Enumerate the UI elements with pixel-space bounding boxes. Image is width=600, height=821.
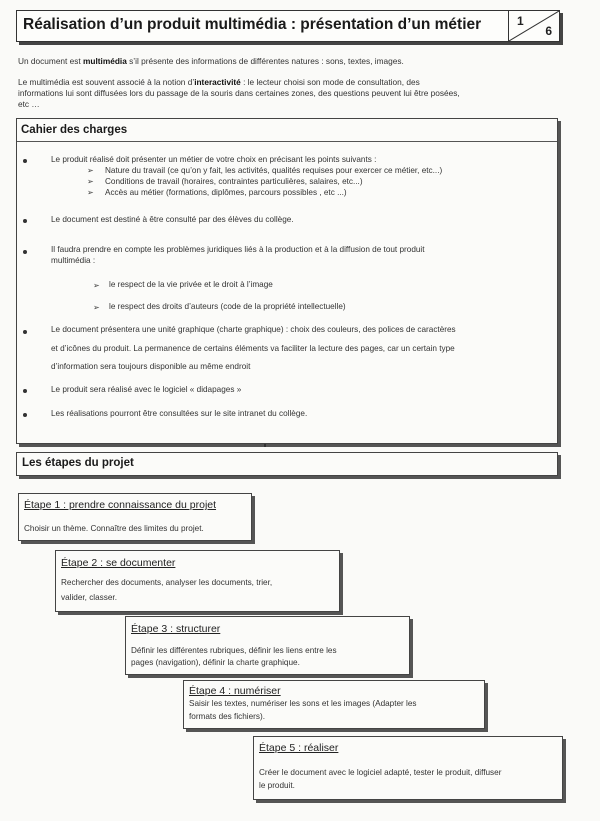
arrow-bullet: ➢: [87, 177, 94, 186]
page-total: 6: [545, 24, 552, 38]
intro-p2-line1-end: : le lecteur choisi son mode de consultation, des: [240, 77, 420, 87]
bullet: [23, 413, 27, 417]
arrow-bullet: ➢: [87, 188, 94, 197]
intro-paragraph-2: [18, 77, 588, 110]
cahier-title: Cahier des charges: [21, 124, 128, 136]
cahier-bullet-4-line-1: Le document présentera une unité graphique (charte graphique) : choix des couleurs, des polices de caractères: [51, 325, 456, 334]
intro-p2-line3: etc …: [18, 99, 40, 109]
intro-p1-text-end: s’il présente des informations de différentes natures : sons, textes, images.: [126, 56, 404, 66]
step-2-title: Étape 2 : se documenter: [61, 557, 176, 569]
bullet: [23, 159, 27, 163]
bullet: [23, 250, 27, 254]
page-title: Réalisation d’un produit multimédia : présentation d’un métier: [23, 16, 482, 33]
cahier-bullet-4-line-3: d’information sera toujours disponible au même endroit: [51, 362, 251, 371]
step-5-title: Étape 5 : réaliser: [259, 742, 339, 754]
cahier-bullet-3-sub-1: le respect de la vie privée et le droit à l’image: [109, 280, 273, 289]
step-2-text-line-1: Rechercher des documents, analyser les documents, trier,: [61, 578, 273, 587]
step-3-text-line-2: pages (navigation), définir la charte graphique.: [131, 658, 300, 667]
step-3-box: [125, 616, 410, 675]
cahier-bullet-3-line-2: multimédia :: [51, 256, 96, 265]
intro-paragraph-1: [18, 56, 578, 67]
cahier-bullet-4-line-2: et d’icônes du produit. La permanence de certains éléments va faciliter la lecture des pages, car un certain type: [51, 344, 455, 353]
intro-p1-bold: multimédia: [83, 56, 127, 66]
intro-p2-bold: interactivité: [194, 77, 241, 87]
step-4-title: Étape 4 : numériser: [189, 685, 281, 697]
cahier-des-charges-box: [16, 118, 558, 444]
intro-p1-text: Un document est: [18, 56, 84, 66]
cahier-bullet-2: Le document est destiné à être consulté par des élèves du collège.: [51, 215, 294, 224]
intro-p2-text: Le multimédia est souvent associé à la notion d’: [18, 77, 195, 87]
step-5-box: [253, 736, 563, 800]
step-1-title: Étape 1 : prendre connaissance du projet: [24, 499, 217, 511]
arrow-bullet: ➢: [87, 166, 94, 175]
page-number-box: [508, 11, 559, 41]
step-3-title: Étape 3 : structurer: [131, 623, 221, 635]
etapes-header-box: [16, 452, 558, 476]
step-4-box: [183, 680, 485, 729]
cahier-bullet-1-sub-3: Accès au métier (formations, diplômes, parcours possibles , etc ...): [105, 188, 347, 197]
arrow-bullet: ➢: [93, 281, 100, 290]
page-header: [16, 10, 560, 42]
arrow-bullet: ➢: [93, 303, 100, 312]
step-3-text-line-1: Définir les différentes rubriques, définir les liens entre les: [131, 646, 337, 655]
step-2-text-line-2: valider, classer.: [61, 593, 117, 602]
cahier-bullet-5: Le produit sera réalisé avec le logiciel « didapages »: [51, 385, 242, 394]
bullet: [23, 389, 27, 393]
cahier-bullet-3-sub-2: le respect des droits d’auteurs (code de la propriété intellectuelle): [109, 302, 346, 311]
step-5-text-line-2: le produit.: [259, 781, 295, 790]
cahier-bullet-1-sub-1: Nature du travail (ce qu’on y fait, les activités, qualités requises pour exercer ce métier, etc...): [105, 166, 443, 175]
page-number: 1: [517, 14, 524, 28]
step-4-text-line-1: Saisir les textes, numériser les sons et les images (Adapter les: [189, 699, 417, 708]
step-2-box: [55, 550, 340, 612]
etapes-title: Les étapes du projet: [22, 457, 134, 469]
stray-mark: [264, 444, 266, 447]
cahier-divider: [17, 141, 557, 142]
bullet: [23, 219, 27, 223]
intro-p2-line2: informations lui sont diffusées lors du passage de la souris dans certaines zones, des questions peuvent lui être posées,: [18, 88, 460, 98]
cahier-bullet-3-line-1: Il faudra prendre en compte les problèmes juridiques liés à la production et à la diffusion de tout produit: [51, 245, 425, 254]
cahier-bullet-1-sub-2: Conditions de travail (horaires, contraintes particulières, salaires, etc...): [105, 177, 363, 186]
cahier-bullet-6: Les réalisations pourront être consultées sur le site intranet du collège.: [51, 409, 308, 418]
step-1-text-line-1: Choisir un thème. Connaître des limites du projet.: [24, 524, 204, 533]
cahier-bullet-1: Le produit réalisé doit présenter un métier de votre choix en précisant les points suivants :: [51, 155, 377, 164]
step-5-text-line-1: Créer le document avec le logiciel adapté, tester le produit, diffuser: [259, 768, 502, 777]
bullet: [23, 330, 27, 334]
step-1-box: [18, 493, 252, 541]
step-4-text-line-2: formats des fichiers).: [189, 712, 265, 721]
